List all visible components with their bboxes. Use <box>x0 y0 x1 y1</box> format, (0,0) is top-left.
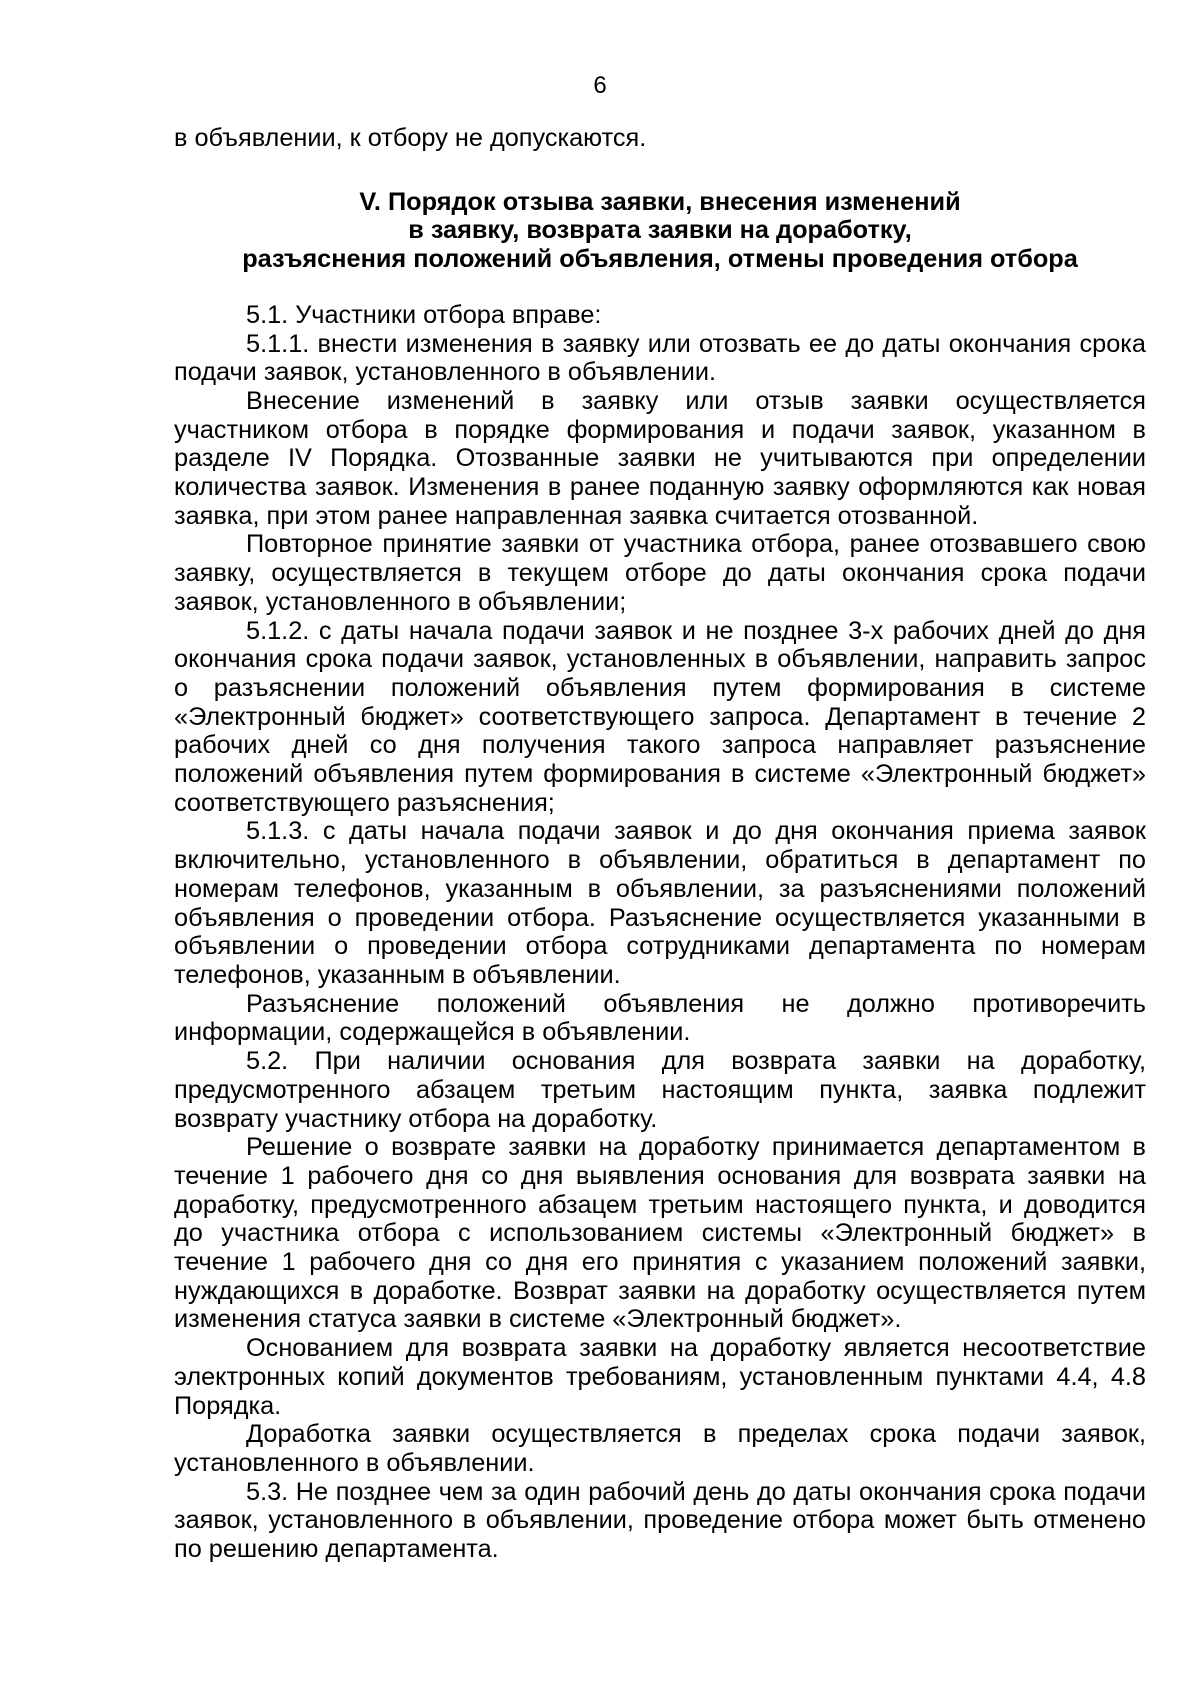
paragraph-5-1: 5.1. Участники отбора вправе: <box>246 300 602 329</box>
paragraph-5-1-1: 5.1.1. внести изменения в заявку или отозвать ее до даты окончания срока подачи заявок, установленного в объявлении. <box>174 329 1146 387</box>
section-title-line: в заявку, возврата заявки на доработку, <box>408 216 912 245</box>
paragraph-return-basis: Основанием для возврата заявки на доработку является несоответствие электронных копий документов требованиям, установленным пунктами 4.4, 4.8 Порядка. <box>174 1334 1146 1420</box>
paragraph-return-decision: Решение о возврате заявки на доработку принимается департаментом в течение 1 рабочего дня со дня выявления основания для возврата заявки на доработку, предусмотренного абзацем третьим настоящего пункта, и доводится до участника отбора с использованием системы «Электронный бюджет» в течение 1 рабочего дня со дня его принятия с указанием положений заявки, нуждающихся в доработке. Возврат заявки на доработку осуществляется путем изменения статуса заявки в системе «Электронный бюджет». <box>174 1133 1146 1334</box>
document-body <box>174 124 1146 1564</box>
paragraph-5-1-2: 5.1.2. с даты начала подачи заявок и не позднее 3-х рабочих дней до дня окончания срока подачи заявок, установленных в объявлении, направить запрос о разъяснении положений объявления путем формирования в системе «Электронный бюджет» соответствующего запроса. Департамент в течение 2 рабочих дней со дня получения такого запроса направляет разъяснение положений объявления путем формирования в системе «Электронный бюджет» соответствующего разъяснения; <box>174 616 1146 817</box>
paragraph-revision-period: Доработка заявки осуществляется в пределах срока подачи заявок, установленного в объявлении. <box>174 1420 1146 1477</box>
paragraph-resubmission: Повторное принятие заявки от участника отбора, ранее отозвавшего свою заявку, осуществляется в текущем отборе до даты окончания срока подачи заявок, установленного в объявлении; <box>174 530 1146 616</box>
section-title-line: разъяснения положений объявления, отмены проведения отбора <box>242 245 1078 274</box>
paragraph-5-1-3: 5.1.3. с даты начала подачи заявок и до дня окончания приема заявок включительно, установленного в объявлении, обратиться в департамент по номерам телефонов, указанным в объявлении, за разъяснениями положений объявления о проведении отбора. Разъяснение осуществляется указанными в объявлении о проведении отбора сотрудниками департамента по номерам телефонов, указанным в объявлении. <box>174 817 1146 989</box>
paragraph-changes: Внесение изменений в заявку или отзыв заявки осуществляется участником отбора в порядке формирования и подачи заявок, указанном в разделе IV Порядка. Отозванные заявки не учитываются при определении количества заявок. Изменения в ранее поданную заявку оформляются как новая заявка, при этом ранее направленная заявка считается отозванной. <box>174 386 1146 530</box>
paragraph-5-3: 5.3. Не позднее чем за один рабочий день до даты окончания срока подачи заявок, установленного в объявлении, проведение отбора может быть отменено по решению департамента. <box>174 1477 1146 1564</box>
paragraph-5-2: 5.2. При наличии основания для возврата заявки на доработку, предусмотренного абзацем третьим настоящим пункта, заявка подлежит возврату участнику отбора на доработку. <box>174 1047 1146 1133</box>
section-title <box>174 188 1146 274</box>
intro-paragraph: в объявлении, к отбору не допускаются. <box>174 124 647 152</box>
section-title-line: V. Порядок отзыва заявки, внесения изменений <box>359 187 961 216</box>
paragraph-clarification: Разъяснение положений объявления не должно противоречить информации, содержащейся в объявлении. <box>174 989 1146 1047</box>
page-number: 6 <box>593 72 607 99</box>
